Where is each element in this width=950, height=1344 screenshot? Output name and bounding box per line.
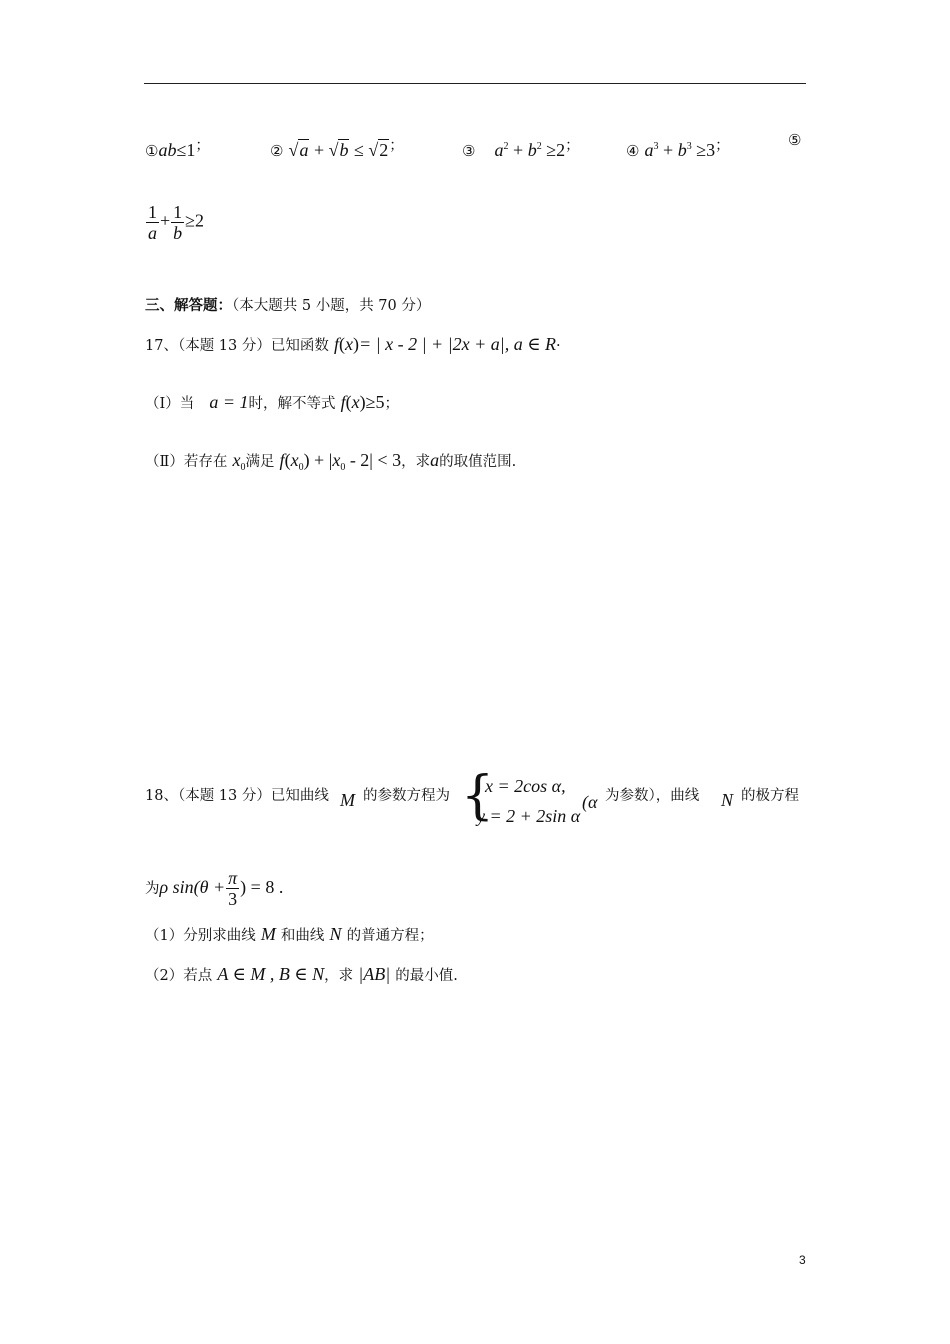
option-1: ①ab≤1； xyxy=(145,138,210,160)
option-3: ③ $a^2 + b^2 \ge 2$； xyxy=(462,138,580,160)
q18-part-1: （1）分别求曲线 M 和曲线 N 的普通方程； xyxy=(145,924,434,944)
option-4: ④ $a^3 + b^3 \ge 3$； xyxy=(626,138,730,160)
q17-stem: 17、（本题 13 分）已知函数 f(x)= | x - 2 | + |2x + a|, a ∈ R· xyxy=(145,334,561,354)
q17-part-2: （Ⅱ）若存在 $x_0$满足 $f(x_0) + |x_0 - 2| < 3$，求a的取值范围. xyxy=(145,450,517,473)
q18-polar-equation: 为ρ sin(θ + $\frac{\pi}{3}$ ) = 8 . xyxy=(145,868,284,909)
header-rule xyxy=(144,83,806,84)
q18-part-2: （2）若点 A ∈ M , B ∈ N，求 |AB| 的最小值. xyxy=(145,964,458,984)
option-2: ② √a + √b ≤ √2； xyxy=(270,138,404,160)
page-number: 3 xyxy=(799,1253,806,1267)
option-5-mark: ⑤ xyxy=(788,131,802,149)
q18-stem: 18、（本题 13 分）已知曲线 M 的参数方程为 { x = 2cos α, y = 2 + 2sin α (α 为参数），曲线 N 的极方程 xyxy=(145,766,799,826)
section-3-heading: 三、解答题：（本大题共 5 小题，共 70 分） xyxy=(145,297,431,314)
q17-part-1: （Ⅰ）当 a = 1时，解不等式 f(x)≥5； xyxy=(145,392,399,412)
option-5-expr: $\frac{1}{a}$ + $\frac{1}{b}$ ≥2 xyxy=(148,202,205,243)
system-brace: { xyxy=(461,766,495,826)
